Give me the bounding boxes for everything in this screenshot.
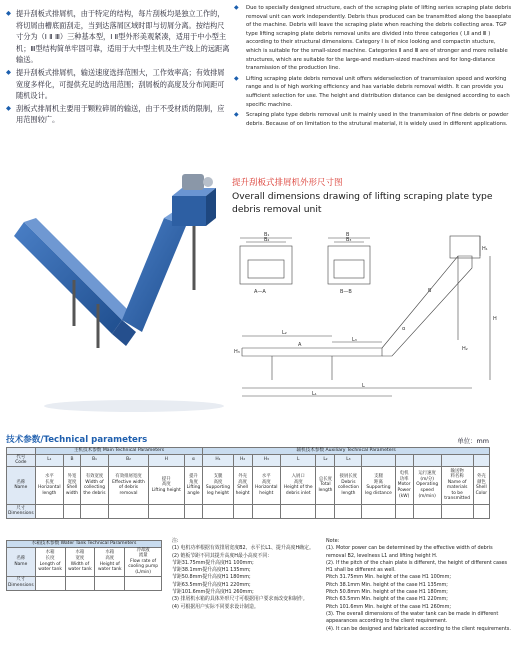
name-cell: 有效排屑宽度 Effective width of debris removal [109, 466, 149, 504]
water-name-label: 名称 Name [7, 547, 36, 576]
name-cell: 总长度 Total length [316, 466, 335, 504]
note-line: Pitch 38.1mm Min. height of the case H1 135mm; [326, 581, 448, 588]
trough-side [14, 222, 122, 334]
code-cell [413, 454, 441, 466]
name-label: 名称 Name [7, 466, 36, 504]
dim-label-h2: H₂ [462, 346, 468, 352]
code-cell: L [281, 454, 316, 466]
intro-cn-paragraph: ◆ 提升刮板式排屑机，由于特定的结构，每片刮板均是独立工作的，将切屑由槽底面刮走，当到达落屑区域时即与切屑分离。按结构尺寸分为（Ⅰ Ⅱ Ⅲ）三种基本型，Ⅰ Ⅱ型外形美观紧凑，适用于中小型主机；Ⅲ型结构简单牢固可靠，适用于大中型主机及生产线上的远距离输送。 [6, 8, 230, 66]
dimension-drawing [232, 220, 510, 420]
code-cell: H₃ [252, 454, 280, 466]
code-cell: L₂ [316, 454, 335, 466]
note-line: 节距50.8mm提升高度H1 180mm; [172, 574, 251, 581]
name-cell: 接屑长度 Debris collection length [335, 466, 362, 504]
name-cell: 提升 角度 Lifting angle [184, 466, 203, 504]
dimension-label: 尺寸 Dimensions [8, 505, 34, 517]
name-cell: 支腿 距离 Supporting leg distance [362, 466, 395, 504]
dim-label-b: B [346, 232, 350, 238]
dim-label-l2: L₂ [282, 330, 287, 336]
dim-label-l: L [362, 383, 365, 389]
name-cell: 水平 长度 Horizontal length [35, 466, 63, 504]
intro-cn [6, 8, 230, 127]
product-photo [14, 170, 236, 418]
note-line: Pitch 50.8mm Min. height of the case H1 180mm; [326, 589, 448, 596]
note-line: (3). The overall dimensions of the water tank can be made in different appearances according to the client requirement. [326, 610, 499, 625]
dim-label-h3: H₃ [234, 349, 240, 355]
name-cell: 外壳 颜色 Shell Color [473, 466, 489, 504]
unit-note: 单位：mm [457, 437, 489, 445]
code-cell: L₃ [335, 454, 362, 466]
drawing-title-cn: 提升刮板式排屑机外形尺寸图 [232, 178, 343, 188]
intro-cn-paragraph: ◆ 刮板式排屑机主要用于颗粒碎屑的输送，由于不受材质的限制，应用范围较广。 [6, 103, 230, 126]
section-label-bb: B—B [340, 289, 352, 295]
name-cell: 有效宽度 Width of collecting the debris [80, 466, 108, 504]
section-a-a [240, 232, 292, 295]
code-cell: B [64, 454, 81, 466]
table-dimension-row [7, 504, 490, 518]
note-line: (2). If the pitch of the chain plate is different, the height of different cases H1 shall be different as well. [326, 559, 508, 574]
name-cell: 提升 高度 Lifting height [148, 466, 184, 504]
name-cell: 外壳 高度 Shell height [233, 466, 252, 504]
note-line: (1) 电机功率根据有效排屑宽度B2、水平长L1、提升高度H确定。 [172, 545, 314, 552]
note-line: 节距31.75mm提升高度H1 100mm; [172, 559, 254, 566]
water-name-cell: 水箱 高度 Height of water tank [95, 547, 125, 576]
dim-label-l3: L₃ [352, 337, 357, 343]
name-cell: 支腿 高度 Supporting leg height [203, 466, 233, 504]
note-line: 节距101.6mm提升高度H1 260mm; [172, 589, 254, 596]
notes-cn [172, 538, 322, 611]
notes-en [326, 538, 512, 633]
section-mark-a: A [298, 342, 302, 348]
code-cell [395, 454, 413, 466]
intro-en [232, 4, 512, 130]
note-line: (1). Motor power can be determined by the effective width of debris removal B2, levelness L1 and lifting height H. [326, 545, 493, 559]
water-group-header: 水箱技术参数 Water Tank Technical Parameters [7, 541, 162, 548]
trough-top [24, 218, 134, 320]
water-name-cell: 冷却液 流量 Flow rate of cooling pump (L/min) [125, 547, 162, 576]
lift-section [122, 218, 186, 332]
code-cell: H₂ [233, 454, 252, 466]
main-group-header: 主机技术参数 Main Technical Parameters [35, 448, 203, 455]
drive-motor [182, 174, 204, 190]
water-dimension-label: 尺寸 Dimensions [8, 577, 34, 589]
section-mark-b: B [428, 288, 432, 294]
note-line: Pitch 63.5mm Min. height of the case H1 220mm; [326, 596, 448, 603]
water-tank-table [6, 540, 162, 591]
code-cell [362, 454, 395, 466]
name-cell: 水平 高度 Horizontal height [252, 466, 280, 504]
drawing-title-en: Overall dimensions drawing of lifting scraping plate type debris removal unit [232, 191, 493, 215]
tech-params-title: 技术参数/Technical parameters [6, 435, 148, 445]
code-cell [441, 454, 473, 466]
intro-en-paragraph: ◆ Lifting scraping plate debris removal unit offers widerselection of transmission speed and working range and is of high working efficiency and has variable debris removal width. It can provide you sufficient selection for use. The height and distribution distance can be designed according to each specific machine. [232, 75, 512, 109]
water-name-cell: 水箱 长度 Length of water tank [35, 547, 65, 576]
water-name-cell: 水箱 宽度 Width of water tank [65, 547, 95, 576]
note-line: Note: [326, 538, 340, 544]
name-cell: 外宽 宽度 Shell width [64, 466, 81, 504]
dim-label-alpha: α [402, 326, 406, 332]
intro-en-paragraph: ◆ Scraping plate type debris removal unit is mainly used in the transmission of fine debris or powder debris. Because of on limitation to the strutural material, it is widely used in different applications. [232, 111, 512, 128]
table-code-row [7, 454, 490, 466]
code-cell: α [184, 454, 203, 466]
aux-group-header: 辅机技术参数 Auxiliary Technical Parameters [203, 448, 490, 455]
section-label-aa: A—A [254, 289, 266, 295]
dim-label-b1: B₁ [264, 232, 270, 238]
name-cell: 入屑口 高度 Height of the debris inlet [281, 466, 316, 504]
note-line: 注: [172, 538, 179, 544]
dim-label-l1: L₁ [312, 391, 317, 397]
code-cell: B₂ [109, 454, 149, 466]
code-cell: H [148, 454, 184, 466]
note-line: 节距63.5mm提升高度H1 220mm; [172, 581, 251, 588]
note-line: (4) 可根据用户实际不同要求设计制造。 [172, 603, 259, 610]
dim-label-b2: B₂ [264, 237, 270, 243]
name-cell: 输送物 料名称 Name of materials to be transmitted [441, 466, 473, 504]
note-line: (3) 排屑机水箱的具体外形尺寸可根据用户要求而改变和制作。 [172, 596, 308, 603]
intro-en-paragraph: ◆ Due to specially designed structure, each of the scraping plate of lifting series scraping plate debris removal unit can work independently. Debris thus produced can be transmitted along the baseplate of the machine. Debris will leave the scraping plate when reaching the debris collecting area. TGP type lifting scraping plate debris removal units are divided into three categories ( Ⅰ,Ⅱ and Ⅲ ) according to their structural dimensions. Category Ⅰ is of nice looking and compactin stucture, which is suitable for the small-sized machine. Categories Ⅱ and Ⅲ are of stronger and more reliable structures, which are suitable for the large-and medium-sized machines and for long-distance transmission of the production line. [232, 4, 512, 73]
code-cell: B₁ [80, 454, 108, 466]
head-housing [172, 196, 206, 226]
dim-label-h: H [493, 316, 497, 322]
code-cell: L₁ [35, 454, 63, 466]
name-cell: 运行速度 (m/分) Operating speed (m/min) [413, 466, 441, 504]
note-line: 节距38.1mm提升高度H1 135mm; [172, 567, 251, 574]
section-b-b [328, 232, 370, 295]
note-line: (4). It can be designed and fabricated according to the client requirements. [326, 625, 511, 632]
intro-cn-paragraph: ◆ 提升刮板式排屑机，输送速度选择范围大，工作效率高；有效排屑宽度多样化，可提供充足的选用范围；刮屑板的高度及分布间距可随机设计。 [6, 67, 230, 102]
note-line: Pitch 31.75mm Min. height of the case H1 100mm; [326, 574, 451, 581]
note-line: (2) 链板节距不同其提升高度H最小高度不同： [172, 552, 273, 559]
tech-params-table [6, 447, 490, 519]
note-line: Pitch 101.6mm Min. height of the case H1 260mm; [326, 603, 451, 610]
table-name-row [7, 466, 490, 504]
name-cell: 电机 功率 Motor Power (kW) [395, 466, 413, 504]
code-cell: H₁ [203, 454, 233, 466]
code-cell [473, 454, 489, 466]
dim-label-b3: B₃ [346, 237, 352, 243]
dim-label-h1: H₁ [482, 246, 488, 252]
code-label: 代号 Code [7, 454, 36, 466]
table-group-row [7, 448, 490, 455]
